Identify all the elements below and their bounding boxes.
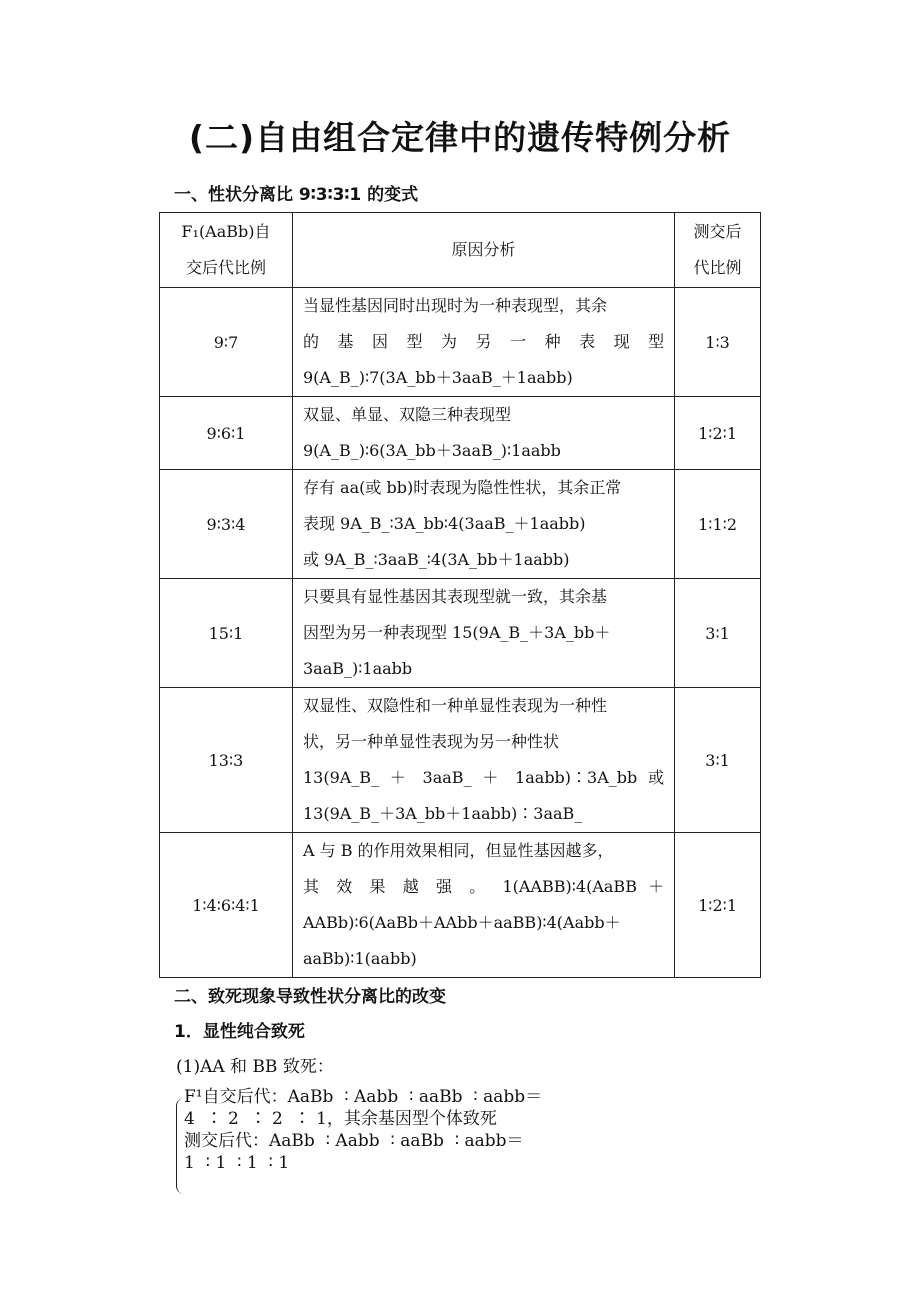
test-ratio-cell: 3∶1 — [675, 579, 761, 688]
table-row — [160, 288, 761, 397]
ratio-table — [159, 212, 761, 978]
test-ratio-cell: 3∶1 — [675, 688, 761, 833]
analysis-cell: 当显性基因同时出现时为一种表现型，其余 的 基 因 型 为 另 一 种 表 现 型 9(A_B_)∶7(3A_bb＋3aaB_＋1aabb) — [292, 288, 674, 397]
f1-ratio-cell: 1∶4∶6∶4∶1 — [160, 833, 293, 978]
f1-ratio-cell: 9∶7 — [160, 288, 293, 397]
test-ratio-cell: 1∶2∶1 — [675, 833, 761, 978]
item1-text: (1)AA 和 BB 致死： — [176, 1057, 334, 1077]
f1-ratio-cell: 9∶3∶4 — [160, 470, 293, 579]
section1-heading: 一、性状分离比 9∶3∶3∶1 的变式 — [174, 185, 419, 205]
table-row — [160, 688, 761, 833]
page-title: (二)自由组合定律中的遗传特例分析 — [188, 118, 732, 157]
section2-heading: 二、致死现象导致性状分离比的改变 — [174, 987, 446, 1007]
analysis-cell: 双显性、双隐性和一种单显性表现为一种性 状，另一种单显性表现为另一种性状 13(9A_B_ ＋ 3aaB_ ＋ 1aabb)∶3A_bb 或 13(9A_B_＋3A_bb＋1aabb)∶3aaB_ — [292, 688, 674, 833]
lethal-ratio-brace-block — [176, 1086, 542, 1174]
brace-line: 测交后代：AaBb ∶ Aabb ∶ aaBb ∶ aabb＝ — [184, 1131, 524, 1151]
section2-sub1: 1．显性纯合致死 — [174, 1022, 305, 1042]
table-row — [160, 579, 761, 688]
header-f1-ratio: F₁(AaBb)自 交后代比例 — [160, 213, 293, 288]
f1-ratio-cell: 9∶6∶1 — [160, 397, 293, 470]
test-ratio-cell: 1∶3 — [675, 288, 761, 397]
test-ratio-cell: 1∶1∶2 — [675, 470, 761, 579]
brace-line: 4 ∶ 2 ∶ 2 ∶ 1，其余基因型个体致死 — [184, 1109, 497, 1129]
analysis-cell: 双显、单显、双隐三种表现型 9(A_B_)∶6(3A_bb＋3aaB_)∶1aabb — [292, 397, 674, 470]
table-header-row — [160, 213, 761, 288]
f1-ratio-cell: 13∶3 — [160, 688, 293, 833]
analysis-cell: 只要具有显性基因其表现型就一致，其余基 因型为另一种表现型 15(9A_B_＋3A_bb＋ 3aaB_)∶1aabb — [292, 579, 674, 688]
table-row — [160, 470, 761, 579]
brace-icon — [176, 1098, 185, 1194]
test-ratio-cell: 1∶2∶1 — [675, 397, 761, 470]
brace-line: F¹自交后代：AaBb ∶ Aabb ∶ aaBb ∶ aabb＝ — [184, 1087, 543, 1107]
table-row — [160, 833, 761, 978]
header-test-ratio: 测交后 代比例 — [675, 213, 761, 288]
table-row — [160, 397, 761, 470]
header-analysis: 原因分析 — [292, 213, 674, 288]
brace-line: 1 ∶ 1 ∶ 1 ∶ 1 — [184, 1153, 290, 1173]
analysis-cell: 存有 aa(或 bb)时表现为隐性性状，其余正常 表现 9A_B_∶3A_bb∶4(3aaB_＋1aabb) 或 9A_B_∶3aaB_∶4(3A_bb＋1aabb) — [292, 470, 674, 579]
analysis-cell: A 与 B 的作用效果相同，但显性基因越多， 其 效 果 越 强 。 1(AABB)∶4(AaBB ＋ AABb)∶6(AaBb＋AAbb＋aaBB)∶4(Aabb＋ aaBb)∶1(aabb) — [292, 833, 674, 978]
f1-ratio-cell: 15∶1 — [160, 579, 293, 688]
